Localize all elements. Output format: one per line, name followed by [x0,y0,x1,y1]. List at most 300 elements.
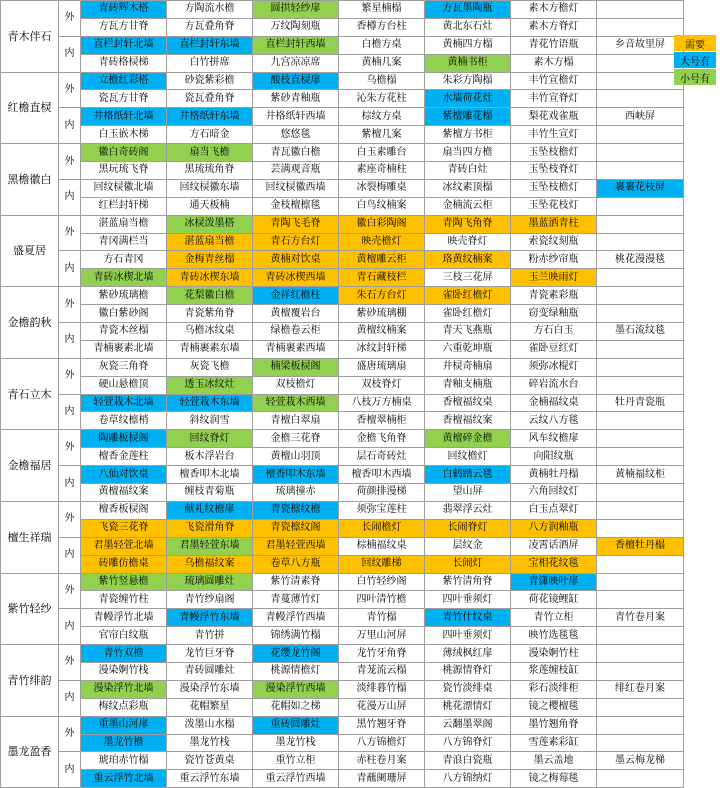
table-cell: 青砖格棂梯 [81,54,167,72]
table-cell: 硬山悬檐顶 [81,376,167,394]
table-cell: 重墨山河扉 [81,716,167,734]
table-cell: 青竹双檐 [81,645,167,663]
table-cell: 斜纹润雪 [167,412,253,430]
legend-item: 需要 [674,35,716,51]
table-cell: 青竹拼 [167,627,253,645]
table-cell: 回纹檐灯 [425,448,511,466]
table-cell: 裹裹花枝屏 [597,179,684,197]
table-cell: 檀香板棂阁 [81,501,167,519]
table-cell: 白玉点翠灯 [511,501,597,519]
table-cell: 白竹轻纱阁 [339,573,425,591]
table-cell: 八方锦檐灯 [339,734,425,752]
table-cell: 丰竹宣脊灯 [511,90,597,108]
table-cell: 雀卧红檐灯 [425,305,511,323]
table-cell: 君墨轻萱西墙 [253,537,339,555]
table-cell: 檀香叩木北墙 [167,466,253,484]
table-cell: 漫染浮竹北墙 [81,680,167,698]
table-row [1,376,684,394]
table-cell: 圆拱轻纱扉 [253,1,339,19]
table-cell: 黑竹翘牙脊 [339,716,425,734]
section-label: 外 [59,645,81,681]
table-cell: 直栏封轩北墙 [81,36,167,54]
table-cell: 瓷瓦方甘脊 [81,90,167,108]
legend-item: 小号有 [674,69,716,85]
table-cell: 镜之樱檀毯 [511,698,597,716]
table-row [1,537,684,555]
group-name: 檀生祥瑞 [1,501,59,573]
table-cell: 青瓦徽白檐 [253,144,339,162]
table-cell: 直栏封轩西墙 [253,36,339,54]
table-cell: 方石青冈 [81,251,167,269]
table-row [1,340,684,358]
table-cell: 金檐三花脊 [253,430,339,448]
group-name: 盛夏居 [1,215,59,287]
table-cell: 云纹八方毯 [511,412,597,430]
table-cell: 青砖辉木榙 [81,1,167,19]
group-name: 金檐韵秋 [1,287,59,359]
table-cell: 青楠裹素东墙 [167,340,253,358]
table-cell: 龙竹巨牙脊 [167,645,253,663]
table-cell: 青冈满栏当 [81,233,167,251]
table-cell: 淡绯暮竹榻 [339,680,425,698]
table-cell: 向阳纹瓶 [511,448,597,466]
table-cell: 玉坠枝脊灯 [511,162,597,180]
table-cell: 万纹陶刻瓶 [253,18,339,36]
table-cell: 西峡屏 [597,108,684,126]
table-cell: 青竹什纹桌 [425,609,511,627]
section-label: 内 [59,752,81,788]
table-cell: 须弥宝莲柱 [339,501,425,519]
table-cell: 献礼纹檐扉 [167,501,253,519]
table-cell: 透玉冰纹灶 [167,376,253,394]
table-cell: 六重乾坤瓶 [425,340,511,358]
table-cell: 黄檀福纹案 [81,484,167,502]
table-cell: 繁星楠榻 [339,1,425,19]
table-cell: 陶雕板棂阁 [81,430,167,448]
table-cell: 素木方榻 [511,54,597,72]
table-cell: 立檐红彩榙 [81,72,167,90]
table-cell [597,573,684,591]
table-cell: 冰棂泼墨榙 [167,215,253,233]
section-label: 内 [59,466,81,502]
table-cell: 黄楠书柜 [425,54,511,72]
table-cell [597,591,684,609]
table-cell: 金梅青丝榻 [167,251,253,269]
table-row [1,609,684,627]
section-label: 内 [59,537,81,573]
table-cell [597,162,684,180]
table-cell: 玉兰映雨灯 [511,269,597,287]
table-cell: 回纹脊灯 [167,430,253,448]
table-cell: 雀卧豆红灯 [511,340,597,358]
table-cell: 青幔浮竹东墙 [167,609,253,627]
section-label: 外 [59,144,81,180]
table-cell: 金枝檀檩毯 [253,197,339,215]
table-cell: 玉坠枝檐灯 [511,179,597,197]
table-cell: 回纹棂徽北墙 [81,179,167,197]
table-cell [597,376,684,394]
table-cell: 白玉嵌木梯 [81,126,167,144]
table-cell: 丰竹宣檐灯 [511,72,597,90]
table-row [1,627,684,645]
section-label: 外 [59,215,81,251]
table-cell: 青竹立柜 [511,609,597,627]
table-cell: 青砖冰楔西墙 [253,269,339,287]
table-cell: 轻萱栽木西墙 [253,394,339,412]
table-cell: 桃花漫漫毯 [597,251,684,269]
table-cell: 黑玩琉飞脊 [81,162,167,180]
legend-item: 大号有 [674,52,716,68]
table-cell: 回纹棂徽东墙 [167,179,253,197]
table-cell: 青浪白瓷瓶 [425,752,511,770]
table-cell: 青砖圆雕灶 [167,662,253,680]
table-row [1,197,684,215]
table-cell: 浆莲缠枝缸 [511,662,597,680]
group-name: 青木伴石 [1,1,59,73]
table-cell: 檀香金莲柱 [81,448,167,466]
table-cell: 青天飞燕瓶 [425,323,511,341]
table-cell: 水墙荷花灶 [425,90,511,108]
table-cell: 紫砂琉璃棚 [339,305,425,323]
table-cell: 桃源情脊灯 [425,662,511,680]
table-row [1,484,684,502]
table-cell: 轻萱栽木东墙 [167,394,253,412]
table-cell: 墨竹翘角脊 [511,716,597,734]
table-cell: 青幔浮竹北墙 [81,609,167,627]
table-row [1,591,684,609]
table-cell: 方石白玉 [511,323,597,341]
table-cell: 素座奇楠柱 [339,162,425,180]
table-cell: 直栏封轩东墙 [167,36,253,54]
table-cell [597,501,684,519]
table-cell: 金楠流云柜 [425,197,511,215]
table-cell: 长闹灯 [425,555,511,573]
table-row [1,162,684,180]
table-cell: 紫竹清角脊 [425,573,511,591]
table-cell: 玉坠枝檐灯 [511,144,597,162]
table-cell: 漫染婀竹栈 [81,662,167,680]
table-cell: 砖雕仿檐桌 [81,555,167,573]
table-cell: 素木方檐灯 [511,1,597,19]
table-cell: 瓷竹苍黄桌 [167,752,253,770]
table-cell: 八方锦纳灯 [425,770,511,788]
table-cell: 扇当四方檐 [425,144,511,162]
group-name: 墨龙盈香 [1,716,59,788]
table-cell: 酸枝直棂扉 [253,72,339,90]
table-cell: 龙竹牙角脊 [339,645,425,663]
section-label: 外 [59,1,81,37]
table-row [1,770,684,788]
table-cell: 徽白彩陶阁 [339,215,425,233]
table-cell: 九宫凉凉席 [253,54,339,72]
section-label: 外 [59,501,81,537]
table-cell: 八枝万方楠桌 [339,394,425,412]
table-cell: 琥珀赤竹榻 [81,752,167,770]
table-cell: 紫竹清素脊 [253,573,339,591]
table-cell: 三枝三花屏 [425,269,511,287]
table-cell: 四叶垂须灯 [425,591,511,609]
table-cell: 白竹拼席 [167,54,253,72]
table-cell: 青陶飞毛脊 [253,215,339,233]
table-cell: 朱石方台灯 [339,287,425,305]
table-cell: 双枝脊灯 [339,376,425,394]
section-label: 内 [59,179,81,215]
table-cell: 通天板楠 [167,197,253,215]
table-row [1,519,684,537]
table-cell: 望山屏 [425,484,511,502]
table-cell: 金楠福纹桌 [511,394,597,412]
table-cell [597,662,684,680]
section-label: 外 [59,287,81,323]
table-cell [597,54,684,72]
table-cell: 粉赤纱帘瓶 [511,251,597,269]
table-row [1,555,684,573]
table-cell: 漫染浮竹西墙 [253,680,339,698]
table-cell [597,18,684,36]
table-cell: 金檐飞角脊 [339,430,425,448]
table-cell: 八方锦脊灯 [425,734,511,752]
table-cell: 香檀福纹桌 [425,394,511,412]
table-cell: 青瓷檩纹檐 [253,501,339,519]
table-cell: 青幔浮竹西墙 [253,609,339,627]
table-cell: 花帽如之梯 [253,698,339,716]
table-cell: 紫砂琉璃檐 [81,287,167,305]
table-cell: 香樽方台柱 [339,18,425,36]
table-cell: 乌檐冰纹桌 [167,323,253,341]
table-cell: 泼墨山水榻 [167,716,253,734]
table-cell: 青楠裹素北墙 [81,340,167,358]
table-row [1,144,684,162]
section-label: 内 [59,680,81,716]
table-cell: 彩石淡绯柜 [511,680,597,698]
table-cell: 青蔓薄竹灯 [253,591,339,609]
table-cell: 青陶飞角脊 [425,215,511,233]
section-label: 外 [59,573,81,609]
table-cell: 白檐方桌 [339,36,425,54]
table-row [1,233,684,251]
table-cell: 黄楠四方榻 [425,36,511,54]
table-cell: 黄檀山羽顶 [253,448,339,466]
table-row [1,752,684,770]
table-cell: 须弥冰棍灯 [511,358,597,376]
table-cell: 映壳脊灯 [425,233,511,251]
table-cell: 墨云盖地 [511,752,597,770]
table-row [1,412,684,430]
table-cell: 丰竹生宣灯 [511,126,597,144]
table-row [1,466,684,484]
table-cell: 锦绣满竹榻 [253,627,339,645]
group-name: 红檐直棂 [1,72,59,144]
table-cell: 飞瓷滑角脊 [167,519,253,537]
table-cell [597,126,684,144]
table-row [1,90,684,108]
table-cell: 青竹榻 [339,609,425,627]
table-cell: 沁朱方花柱 [339,90,425,108]
table-cell: 琉璃撞赤 [253,484,339,502]
table-cell: 冰纹封轩梯 [339,340,425,358]
table-cell: 檀香叩木西墙 [339,466,425,484]
table-cell: 灰瓷三角脊 [81,358,167,376]
table-cell: 四叶垂须灯 [425,627,511,645]
table-cell: 八仙对饮桌 [81,466,167,484]
section-label: 内 [59,251,81,287]
table-cell: 长闹檐灯 [339,519,425,537]
table-cell [597,430,684,448]
table-cell: 墨龙竹栈 [253,734,339,752]
table-cell: 重云浮竹西墙 [253,770,339,788]
table-cell: 梨花戏雀瓶 [511,108,597,126]
table-cell: 紫竹竖悬檐 [81,573,167,591]
table-cell [597,72,684,90]
table-cell: 青瓷紫角脊 [167,305,253,323]
table-cell: 黄檀纹楠案 [339,323,425,341]
section-label: 外 [59,716,81,752]
table-cell: 花漫万山屏 [339,698,425,716]
table-row [1,645,684,663]
group-name: 紫竹轻纱 [1,573,59,645]
table-cell: 墨龙竹栈 [167,734,253,752]
table-cell: 青竹纱扇阁 [167,591,253,609]
table-row [1,501,684,519]
table-cell [597,1,684,19]
table-row [1,251,684,269]
table-row [1,662,684,680]
table-cell: 漫染婀竹柱 [511,645,597,663]
table-cell [597,412,684,430]
table-cell [597,287,684,305]
table-cell: 轻萱栽木北墙 [81,394,167,412]
table-cell: 回纹雕梯 [339,555,425,573]
table-cell: 砂瓷紫彩檐 [167,72,253,90]
table-cell: 棕楠福纹桌 [339,537,425,555]
table-cell: 金祥红檐柱 [253,287,339,305]
table-cell: 墨石流纹毯 [597,323,684,341]
group-name: 青竹绯韵 [1,645,59,717]
table-cell: 井格纸轩西墙 [253,108,339,126]
table-cell: 黑琉琉角脊 [167,162,253,180]
table-cell: 君墨轻萱北墙 [81,537,167,555]
table-cell: 琉璃圆雕灶 [167,573,253,591]
table-cell [597,555,684,573]
table-cell: 冰裂梅雕桌 [339,179,425,197]
table-cell: 层纹金 [425,537,511,555]
table-cell: 黄楠牡丹榻 [511,466,597,484]
table-cell: 红栏封轩梯 [81,197,167,215]
table-cell: 灰瓷飞檐 [167,358,253,376]
table-cell: 花梨徽白檐 [167,287,253,305]
table-cell: 青茏流云榻 [339,662,425,680]
table-row [1,698,684,716]
table-row [1,36,684,54]
table-cell: 瓷竹淡绯桌 [425,680,511,698]
section-label: 内 [59,394,81,430]
table-cell [597,448,684,466]
table-cell: 卷草八方瓶 [253,555,339,573]
table-cell: 青石藏枝栏 [339,269,425,287]
table-cell: 方陶流水檐 [167,1,253,19]
table-cell [597,197,684,215]
table-cell: 青瓷檩纹阁 [253,519,339,537]
table-cell: 黄楠几案 [339,54,425,72]
table-cell: 青砖冰楔东墙 [167,269,253,287]
table-cell: 湛蓝扇当檐 [81,215,167,233]
table-row [1,680,684,698]
table-cell: 飞瓷三花脊 [81,519,167,537]
table-cell [597,770,684,788]
table-cell: 漫染浮竹东墙 [167,680,253,698]
table-cell: 青花竹语瓶 [511,36,597,54]
table-row [1,394,684,412]
table-cell [597,269,684,287]
table-cell: 碎岩流水台 [511,376,597,394]
table-cell: 黄檀覆岩台 [253,305,339,323]
table-cell: 板木浮岩台 [167,448,253,466]
table-body [1,1,684,788]
table-cell [597,716,684,734]
table-cell [597,90,684,108]
table-cell: 云翻墨翠阁 [425,716,511,734]
table-cell: 瓷瓦叠角脊 [167,90,253,108]
table-cell [597,144,684,162]
table-cell: 宝相花纹毯 [511,555,597,573]
table-cell: 窃变绿釉瓶 [511,305,597,323]
table-cell: 花帽繁星 [167,698,253,716]
table-cell: 墨云梅龙梯 [597,752,684,770]
table-cell: 缠枝青菊瓶 [167,484,253,502]
table-row [1,448,684,466]
section-label: 外 [59,72,81,108]
table-cell: 徽白紫砂阁 [81,305,167,323]
table-cell [597,340,684,358]
table-cell: 层石奇砖灶 [339,448,425,466]
table-cell: 重竹立柜 [253,752,339,770]
table-cell: 雪莲素彩缸 [511,734,597,752]
table-cell: 香檀牡丹榻 [597,537,684,555]
table-row [1,72,684,90]
table-cell [597,358,684,376]
table-cell: 雀卧红檐灯 [425,287,511,305]
table-cell: 赤柱卷月案 [339,752,425,770]
section-label: 内 [59,609,81,645]
table-cell [597,484,684,502]
table-cell: 棕纹方桌 [339,108,425,126]
table-cell: 白玉素雕台 [339,144,425,162]
table-cell: 玉坠花枝灯 [511,197,597,215]
table-cell: 回纹棂徽西墙 [253,179,339,197]
table-row [1,358,684,376]
table-cell: 四叶清竹檐 [339,591,425,609]
table-cell: 乡音故里屏 [597,36,684,54]
group-name: 金檐福居 [1,430,59,502]
table-row [1,1,684,19]
table-cell: 青楠裹素西墙 [253,340,339,358]
section-label: 外 [59,358,81,394]
table-cell: 黄檀雕云柜 [339,251,425,269]
table-cell: 青蘸阑珊屏 [339,770,425,788]
table-cell: 六角回纹灯 [511,484,597,502]
table-cell: 芸满观音瓶 [253,162,339,180]
table-cell: 黄檀碎金檐 [425,430,511,448]
table-cell: 君墨轻萱东墙 [167,537,253,555]
table-cell: 青瓷素彩瓶 [511,287,597,305]
table-cell: 素木方脊灯 [511,18,597,36]
table-cell: 重云浮竹东墙 [167,770,253,788]
table-cell: 黄北东石灶 [425,18,511,36]
table-cell: 檀香叩木东墙 [253,466,339,484]
table-cell: 绯红卷月案 [597,680,684,698]
table-cell: 墨蓝洒青柱 [511,215,597,233]
table-cell: 牡丹青瓷瓶 [597,394,684,412]
